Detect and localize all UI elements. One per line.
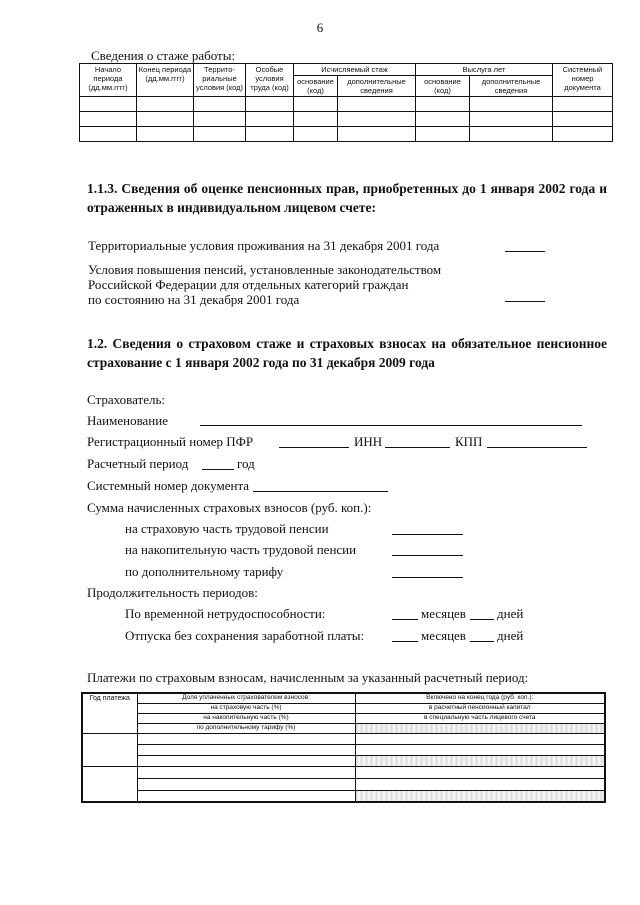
sysnum-label: Системный номер документа xyxy=(87,478,250,493)
table-row xyxy=(82,755,605,766)
col-share: Доля уплаченных страхователем взносов: xyxy=(137,693,355,703)
share-cell[interactable] xyxy=(137,744,355,755)
kpp-field[interactable] xyxy=(487,435,587,448)
included-cell[interactable] xyxy=(355,733,605,744)
share-cell[interactable] xyxy=(137,790,355,802)
payments-title: Платежи по страховым взносам, начисленным за указанный расчетный период: xyxy=(87,670,529,685)
table-row xyxy=(82,790,605,802)
section-12-heading: 1.2. Сведения о страховом стаже и страховых взносах на обязательное пенсионное страхование с 1 января 2002 года по 31 декабря 2009 года xyxy=(87,336,607,370)
shaded-cell xyxy=(355,723,605,733)
included-cell[interactable] xyxy=(355,744,605,755)
year-cell[interactable] xyxy=(82,733,137,766)
unpaid-leave-days-field[interactable] xyxy=(470,629,494,642)
col-computed-additional: дополнительные сведения xyxy=(338,76,416,97)
insurer-label: Страхователь: xyxy=(87,392,165,407)
reg-pfr-label: Регистрационный номер ПФР xyxy=(87,434,254,449)
share-cell[interactable] xyxy=(137,755,355,766)
unpaid-leave-months-field[interactable] xyxy=(392,629,418,642)
work-experience-table xyxy=(79,63,613,142)
col-computed: Исчисляемый стаж xyxy=(294,64,416,76)
inn-label: ИНН xyxy=(354,434,383,449)
included-cell[interactable] xyxy=(355,778,605,790)
included-cell[interactable] xyxy=(355,766,605,778)
share-funded: на накопительную часть (%) xyxy=(137,713,355,723)
unpaid-leave-label: Отпуска без сохранения заработной платы: xyxy=(125,628,365,643)
share-additional: по дополнительному тарифу (%) xyxy=(137,723,355,733)
sysnum-field[interactable] xyxy=(253,479,388,492)
col-special: Особые условия труда (код) xyxy=(246,64,294,97)
name-field[interactable] xyxy=(200,413,582,426)
page-number: 6 xyxy=(316,20,324,35)
sum-funded-label: на накопительную часть трудовой пенсии xyxy=(125,542,357,557)
col-payment-year: Год платежа xyxy=(82,693,137,733)
col-start: Начало периода (дд.мм.гггг) xyxy=(80,64,137,97)
days-label: дней xyxy=(497,628,524,643)
territorial-conditions-field[interactable] xyxy=(505,239,545,252)
sick-leave-label: По временной нетрудоспособности: xyxy=(125,606,326,621)
sick-leave-days-field[interactable] xyxy=(470,607,494,620)
table-row xyxy=(82,744,605,755)
pension-increase-label-2: Российской Федерации для отдельных категорий граждан xyxy=(88,277,409,292)
kpp-label: КПП xyxy=(455,434,483,449)
col-sysnum: Системный номер документа xyxy=(553,64,613,97)
pension-increase-field[interactable] xyxy=(505,289,545,302)
table-row xyxy=(82,733,605,744)
months-label: месяцев xyxy=(421,628,466,643)
months-label: месяцев xyxy=(421,606,466,621)
sum-additional-label: по дополнительному тарифу xyxy=(125,564,284,579)
section-113-heading: 1.1.3. Сведения об оценке пенсионных прав, приобретенных до 1 января 2002 года и отраженных в индивидуальном лицевом счете: xyxy=(87,181,607,215)
col-seniority: Выслуга лет xyxy=(416,64,553,76)
included-special: в специальную часть лицевого счета xyxy=(355,713,605,723)
inn-field[interactable] xyxy=(385,435,450,448)
period-year-field[interactable] xyxy=(202,457,234,470)
pension-increase-label-3: по состоянию на 31 декабря 2001 года xyxy=(88,292,300,307)
share-cell[interactable] xyxy=(137,778,355,790)
col-computed-basis: основание (код) xyxy=(294,76,338,97)
table-row xyxy=(80,112,613,127)
sum-insurance-field[interactable] xyxy=(392,522,463,535)
share-cell[interactable] xyxy=(137,766,355,778)
sum-insurance-label: на страховую часть трудовой пенсии xyxy=(125,521,329,536)
sum-title: Сумма начисленных страховых взносов (руб. коп.): xyxy=(87,500,372,515)
sick-leave-months-field[interactable] xyxy=(392,607,418,620)
col-seniority-basis: основание (код) xyxy=(416,76,470,97)
shaded-cell xyxy=(355,755,605,766)
shaded-cell xyxy=(355,790,605,802)
share-cell[interactable] xyxy=(137,733,355,744)
year-label: год xyxy=(237,456,255,471)
col-seniority-additional: дополнительные сведения xyxy=(470,76,553,97)
duration-title: Продолжительность периодов: xyxy=(87,585,258,600)
col-included: Включено на конец года (руб. коп.): xyxy=(355,693,605,703)
table-row xyxy=(82,778,605,790)
payments-table xyxy=(81,692,606,803)
reg-pfr-field[interactable] xyxy=(279,435,349,448)
name-label: Наименование xyxy=(87,413,168,428)
sum-additional-field[interactable] xyxy=(392,565,463,578)
table-row xyxy=(82,766,605,778)
table-row xyxy=(80,97,613,112)
col-territorial: Террито-риальные условия (код) xyxy=(194,64,246,97)
share-insurance: на страховую часть (%) xyxy=(137,703,355,713)
year-cell[interactable] xyxy=(82,766,137,802)
period-label: Расчетный период xyxy=(87,456,189,471)
work-experience-title: Сведения о стаже работы: xyxy=(91,48,236,63)
col-end: Конец периода (дд.мм.гггг) xyxy=(137,64,194,97)
included-capital: в расчетный пенсионный капитал xyxy=(355,703,605,713)
days-label: дней xyxy=(497,606,524,621)
pension-increase-label-1: Условия повышения пенсий, установленные законодательством xyxy=(88,262,442,277)
table-row xyxy=(80,127,613,142)
sum-funded-field[interactable] xyxy=(392,543,463,556)
territorial-conditions-label: Территориальные условия проживания на 31 декабря 2001 года xyxy=(88,238,440,253)
